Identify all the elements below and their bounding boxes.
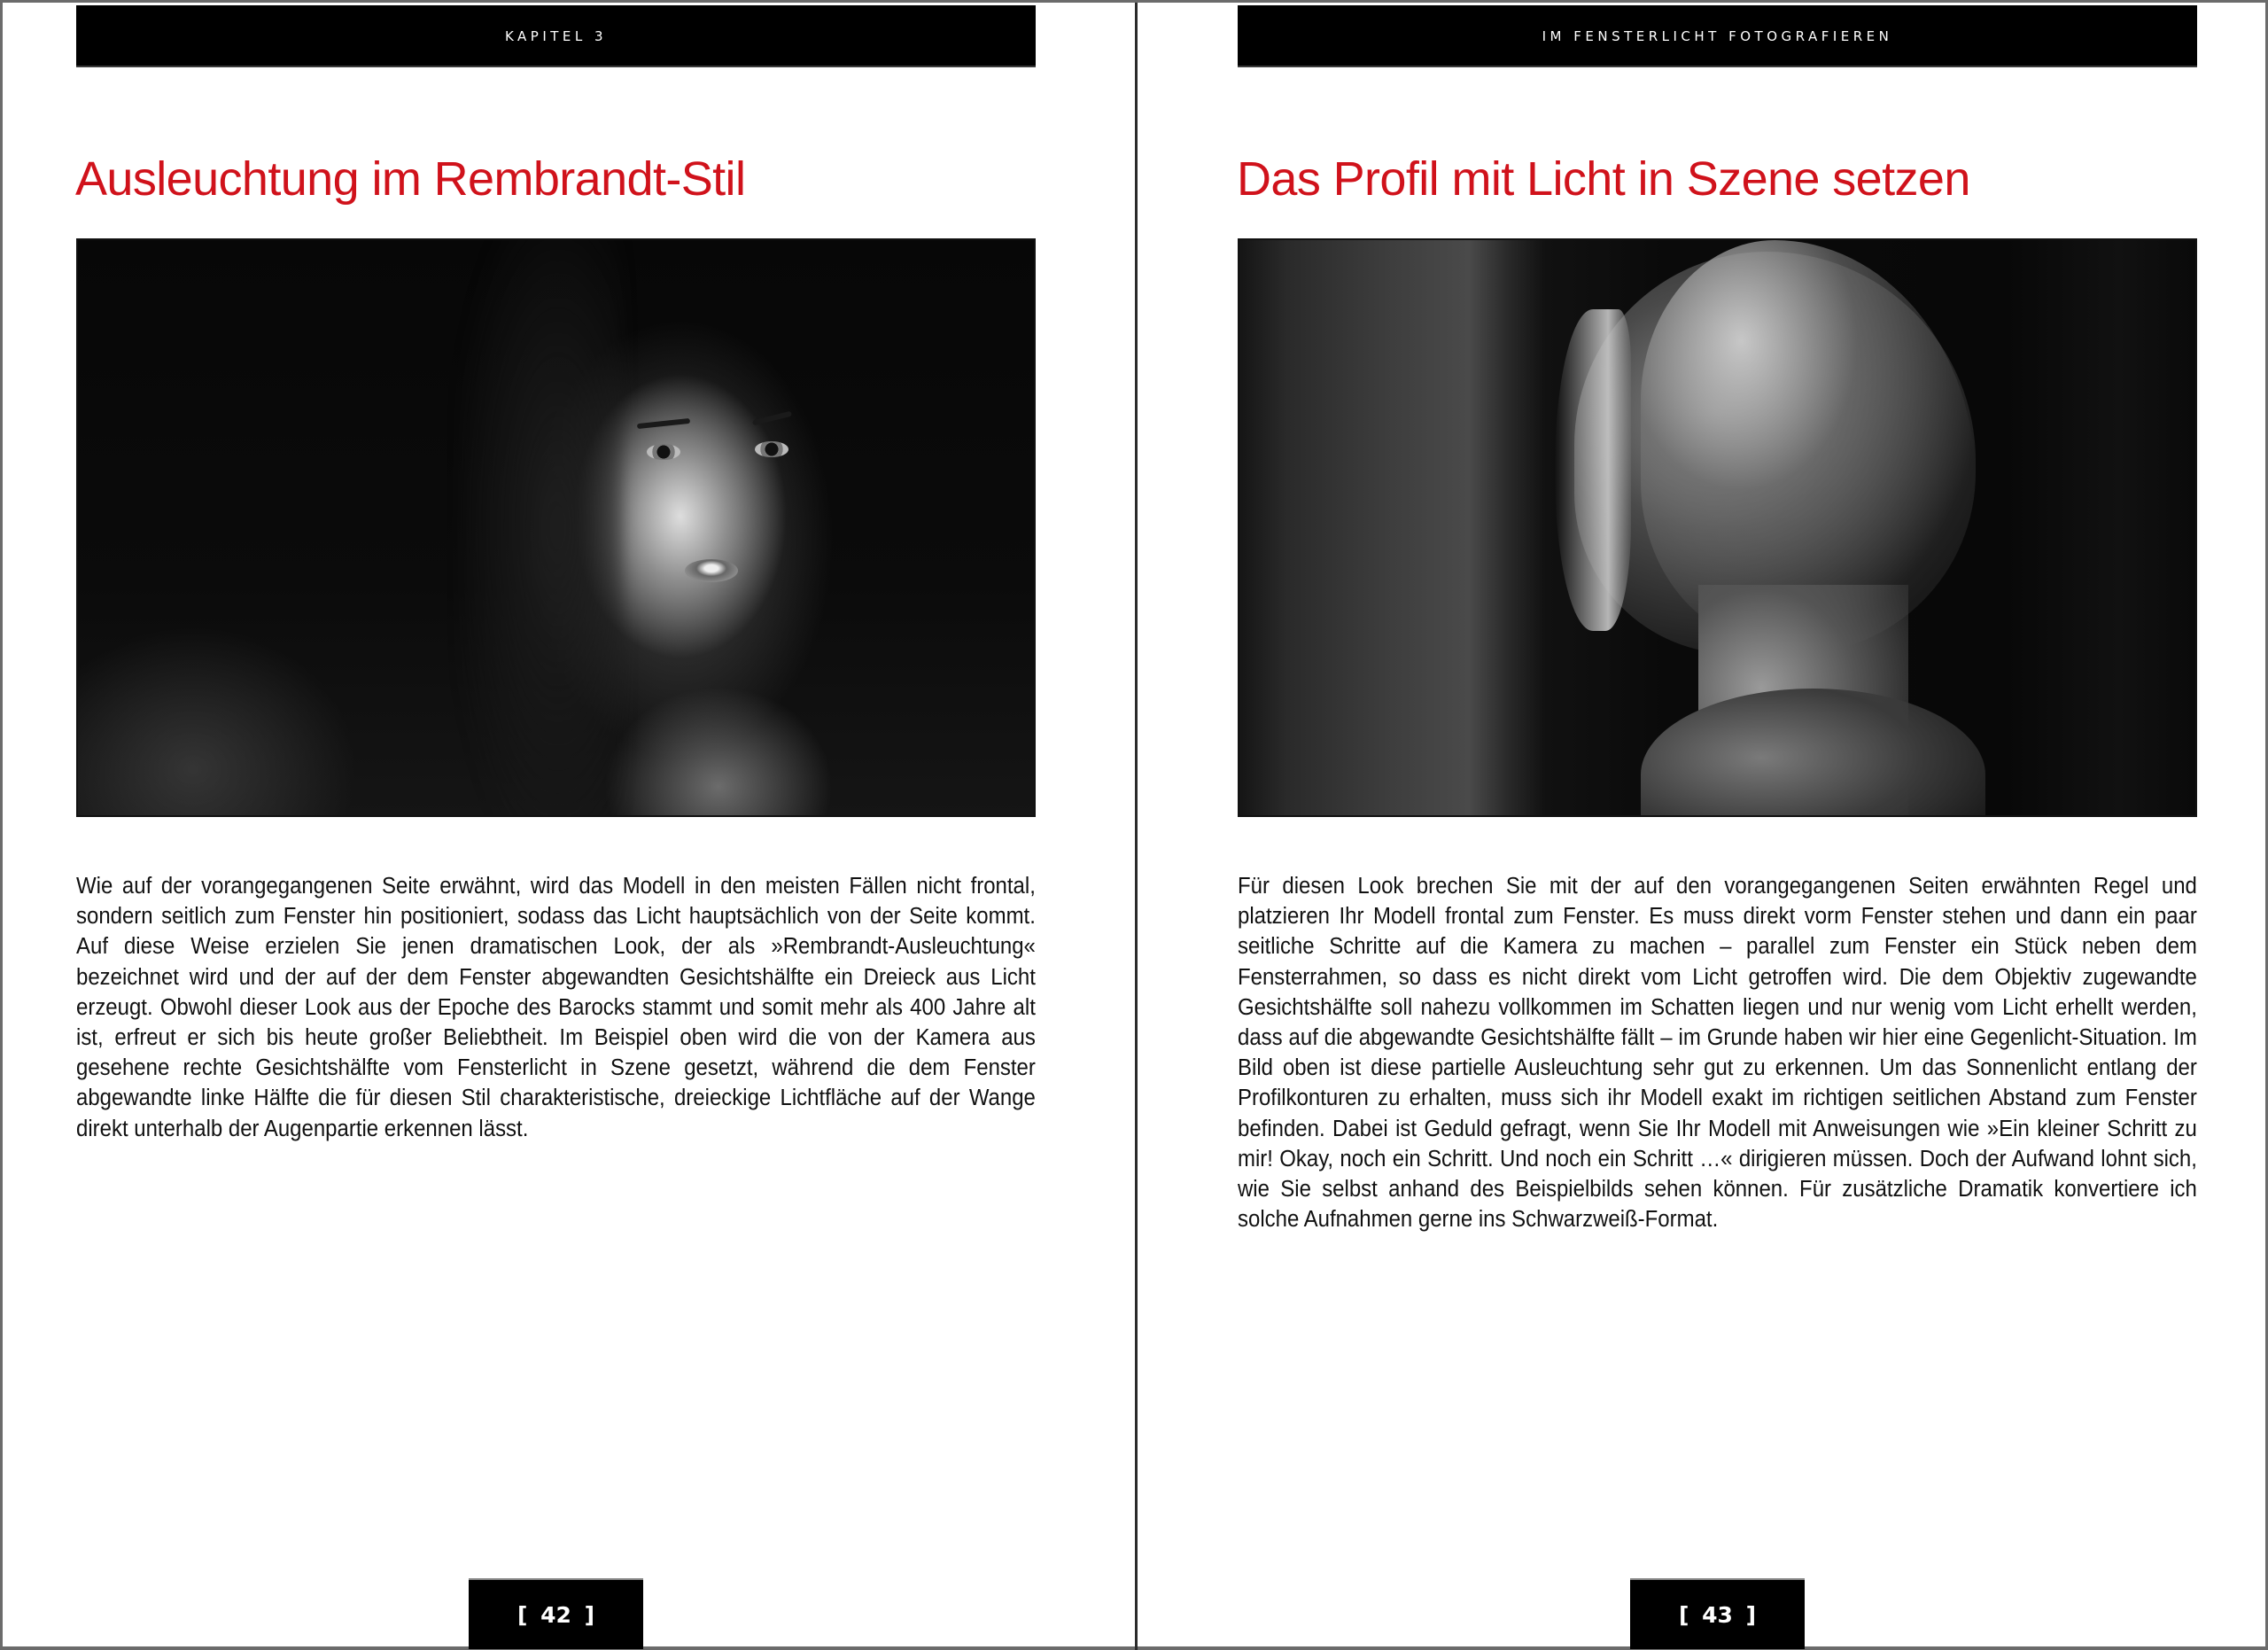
page-number-tab-right: [1630, 1578, 1805, 1649]
page-title-right: Das Profil mit Licht in Szene setzen: [1237, 152, 1970, 206]
page-title-left: Ausleuchtung im Rembrandt-Stil: [75, 152, 746, 206]
chapter-label: KAPITEL 3: [504, 28, 608, 44]
running-header-right: [1238, 5, 2197, 67]
right-page: [1137, 3, 2268, 1650]
page-number-tab-left: [469, 1578, 643, 1649]
photo-hair-shadow: [461, 238, 623, 817]
photo-profile-rim-light: [1555, 309, 1631, 631]
page-number: [ 43 ]: [1678, 1601, 1757, 1628]
running-header-left: [76, 5, 1036, 67]
section-label: IM FENSTERLICHT FOTOGRAFIEREN: [1542, 28, 1893, 44]
photo-eye: [755, 441, 788, 457]
left-page: [3, 3, 1137, 1650]
page-number: [ 42 ]: [517, 1601, 595, 1628]
portrait-photo-profile: [1238, 238, 2197, 817]
body-paragraph-left: Wie auf der vorangegangenen Seite erwähnt, wird das Modell in den meisten Fällen nicht frontal, sondern seitlich zum Fenster hin positioniert, sodass das Licht hauptsächlich von der Seite kommt. Auf diese Weise erzielen Sie jenen dramatischen Look, der als »Rembrandt-Ausleuchtung« bezeichnet wird und der auf der dem Fenster abgewandten Gesichtshälfte ein Dreieck aus Licht erzeugt. Obwohl dieser Look aus der Epoche des Barocks stammt und somit mehr als 400 Jahre alt ist, erfreut er sich bis heute großer Beliebtheit. Im Beispiel oben wird die von der Kamera aus gesehene rechte Gesichtshälfte vom Fensterlicht in Szene gesetzt, während die dem Fenster abgewandte linke Hälfte die für diesen Stil charakteristische, dreieckige Lichtfläche auf der Wange direkt unterhalb der Augenpartie erkennen lässt.: [76, 874, 1036, 1141]
body-paragraph-right: Für diesen Look brechen Sie mit der auf den vorangegangenen Seiten erwähnten Regel und platzieren Ihr Modell frontal zum Fenster. Es muss direkt vorm Fenster stehen und dann ein paar seitliche Schritte auf die Kamera zu machen – parallel zum Fenster ein Stück neben dem Fensterrahmen, so dass es nicht direkt vom Licht getroffen wird. Die dem Objektiv zugewandte Gesichtshälfte soll nahezu vollkommen im Schatten liegen und nur wenig vom Licht erhellt werden, dass auf die abgewandte Gesichtshälfte fällt – im Grunde haben wir hier eine Gegenlicht-Situation. Im Bild oben ist diese partielle Ausleuchtung sehr gut zu erkennen. Um das Sonnenlicht entlang der Profilkonturen zu erhalten, muss sich ihr Modell exakt im richtigen seitlichen Abstand zum Fenster befinden. Dabei ist Geduld gefragt, wenn Sie Ihr Modell mit Anweisungen wie »Ein kleiner Schritt zu mir! Okay, noch ein Schritt. Und noch ein Schritt …« dirigieren müssen. Doch der Aufwand lohnt sich, wie Sie selbst anhand des Beispielbilds sehen können. Für zusätzliche Dramatik konvertiere ich solche Aufnahmen gerne ins Schwarzweiß-Format.: [1238, 874, 2197, 1233]
portrait-photo-rembrandt: [76, 238, 1036, 817]
